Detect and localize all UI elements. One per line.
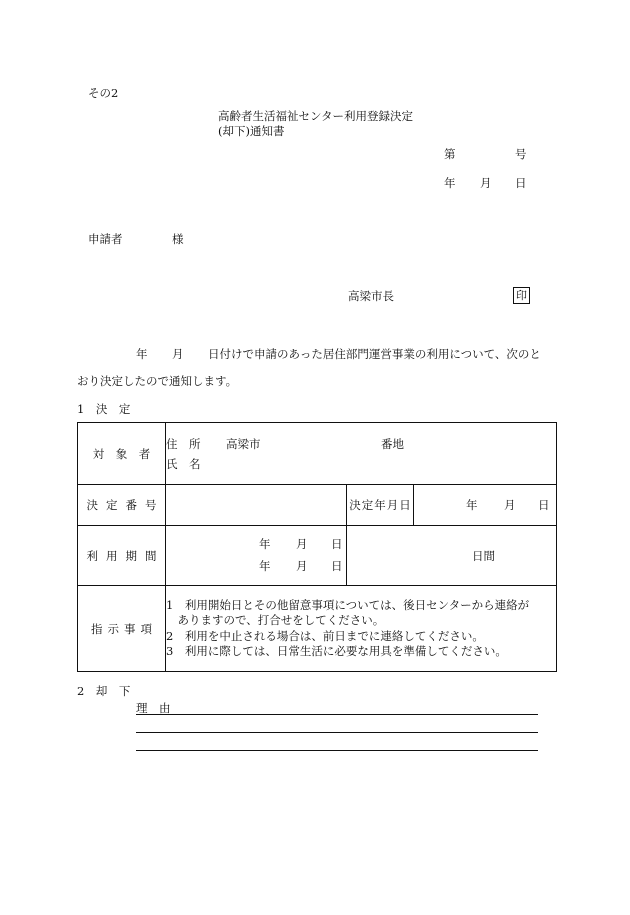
body-year: 年 [136,347,148,361]
instruction-line: 2 利用を中止される場合は、前日までに連絡してください。 [166,628,484,643]
subject-label: 対 象 者 [92,446,151,461]
decision-number-value-cell [166,485,347,526]
body-text-line2: おり決定したので通知します。 [77,374,238,388]
document-number-suffix: 号 [515,147,527,161]
decision-number-label: 決定番号 [86,498,165,512]
decision-date-value-cell [414,485,557,526]
issue-date-year: 年 [444,176,456,190]
reason-line-2 [136,732,538,733]
decision-date-year: 年 [466,498,478,512]
document-number-prefix: 第 [444,147,456,161]
subject-value-cell [166,423,557,485]
instructions-cell [166,586,557,672]
issuer-name: 高梁市長 [348,289,394,303]
period-label-cell [78,526,166,586]
decision-date-label-cell [347,485,414,526]
table-row-instructions [78,586,557,672]
issue-date-day: 日 [515,176,527,190]
decision-date-month: 月 [504,498,516,512]
table-row-period [78,526,557,586]
period-end-month: 月 [296,558,308,573]
instructions-label: 指示事項 [91,621,157,636]
body-month: 月 [172,347,184,361]
period-label: 利用期間 [86,548,165,563]
reason-line-1 [136,714,538,715]
applicant-label: 申請者 [88,232,123,246]
document-title-line2: (却下)通知書 [218,124,285,138]
instruction-line: ありますので、打合せをしてください。 [166,613,385,627]
form-number: その2 [88,86,119,100]
section-decision-heading: 1 決 定 [77,402,131,416]
seal-mark: 印 [513,287,530,304]
document-title-line1: 高齢者生活福祉センター利用登録決定 [218,109,414,123]
reason-label: 理 由 [136,701,171,715]
decision-number-label-cell [78,485,166,526]
address-label: 住 所 [166,436,201,451]
period-end-year: 年 [259,558,271,573]
applicant-honorific: 様 [172,232,184,246]
period-days-cell [347,526,557,586]
reason-line-3 [136,750,538,751]
period-dates-cell [166,526,347,586]
decision-date-label: 決定年月日 [349,498,412,512]
address-suffix: 番地 [381,436,404,451]
table-row-decision-number [78,485,557,526]
instruction-line: 3 利用に際しては、日常生活に必要な用具を準備してください。 [166,644,507,658]
period-start-day: 日 [331,536,343,551]
period-days: 日間 [472,548,495,563]
section-rejection-heading: 2 却 下 [77,684,131,698]
instructions-label-cell [78,586,166,672]
period-start-year: 年 [259,536,271,551]
issue-date-month: 月 [480,176,492,190]
body-text-line1: 日付けで申請のあった居住部門運営事業の利用について、次のと [208,347,541,361]
address-city: 高梁市 [226,436,261,451]
period-end-day: 日 [331,558,343,573]
table-row-subject [78,423,557,485]
subject-label-cell [78,423,166,485]
decision-date-day: 日 [538,498,550,512]
decision-table [77,422,557,672]
instruction-line: 1 利用開始日とその他留意事項については、後日センターから連絡が [166,597,530,612]
name-label: 氏 名 [166,456,201,471]
period-start-month: 月 [296,536,308,551]
